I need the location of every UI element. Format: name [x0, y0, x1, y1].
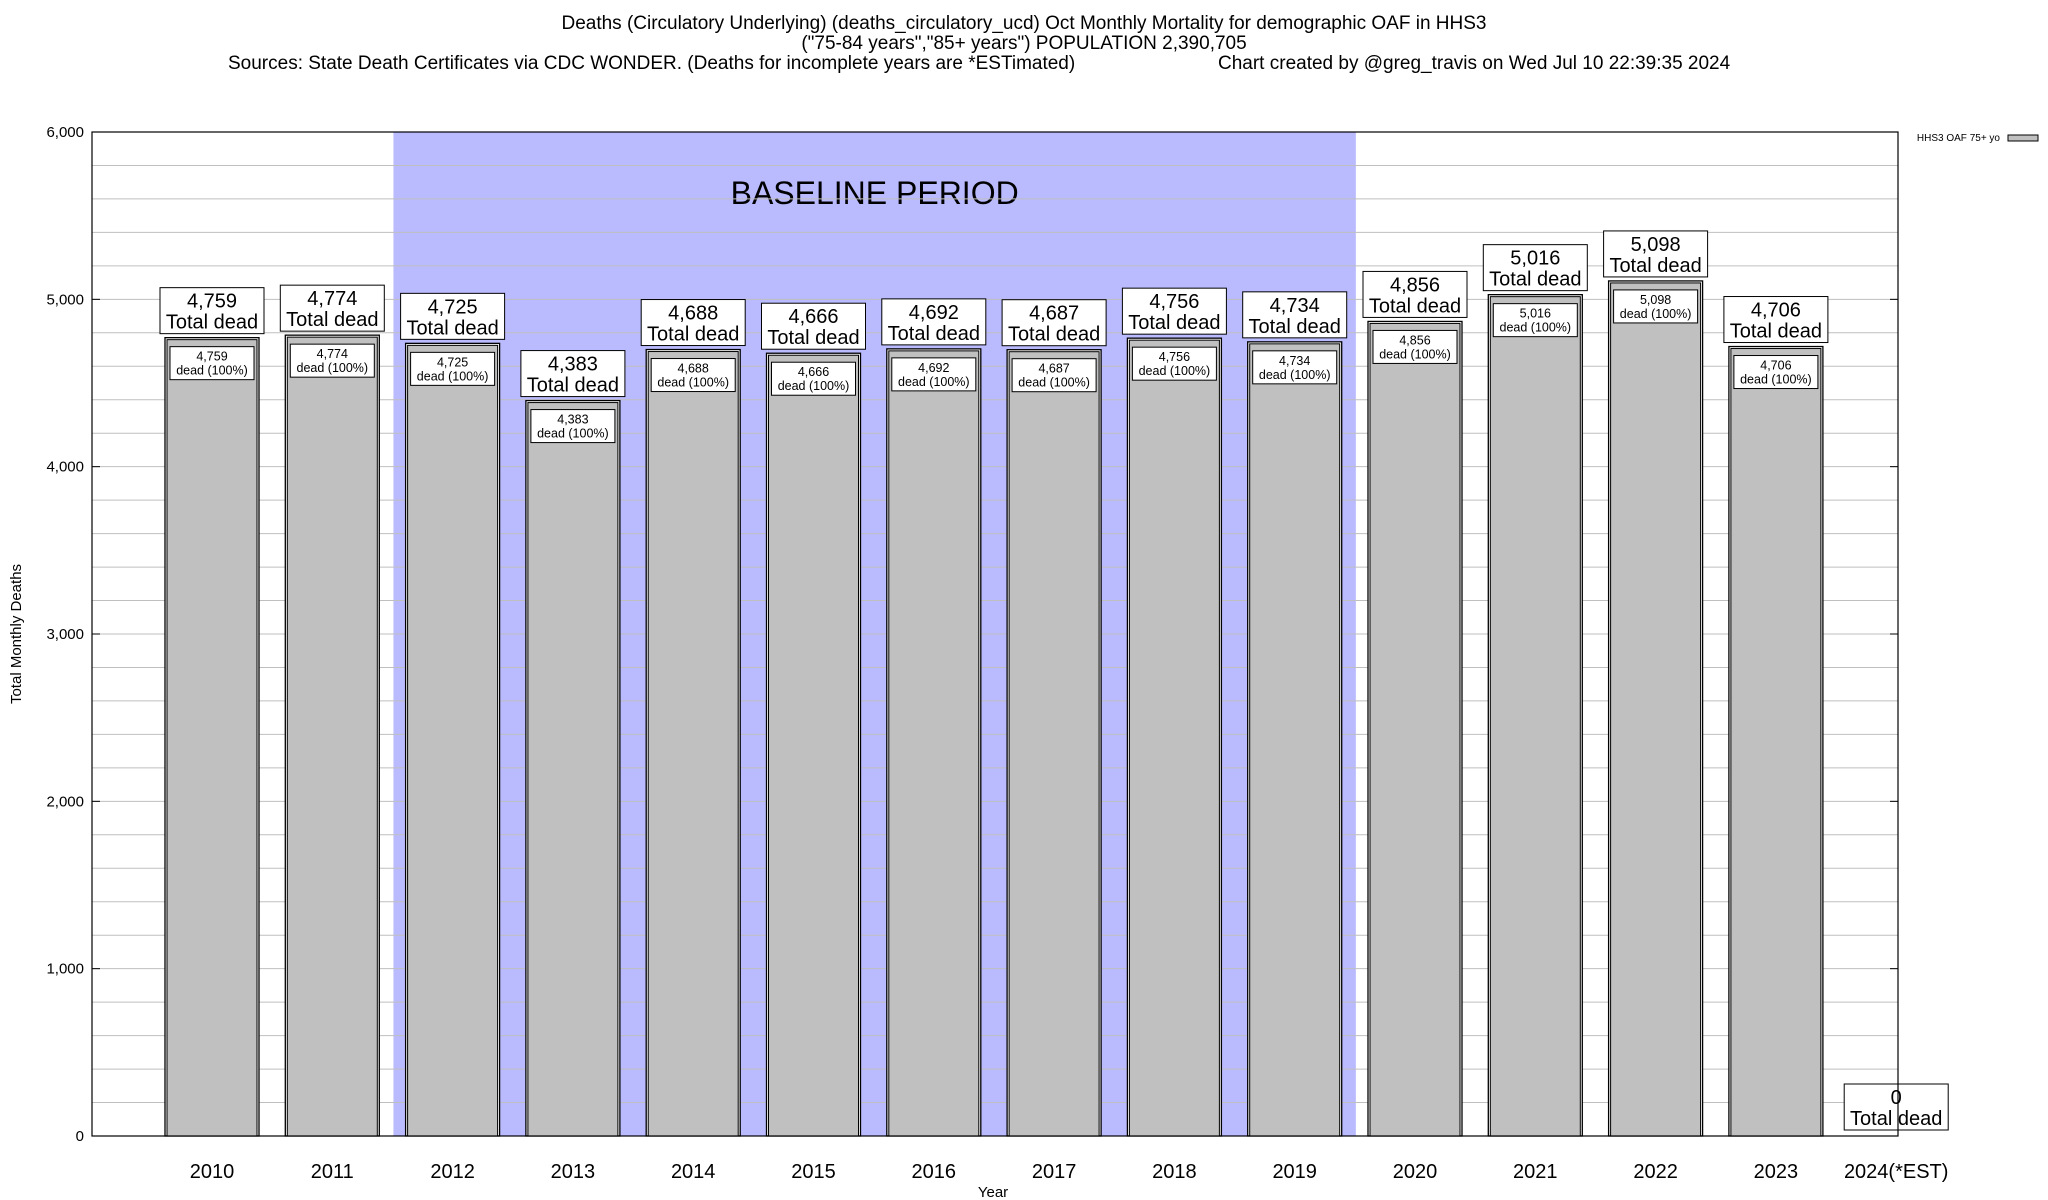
x-tick-label: 2014	[670, 1161, 716, 1183]
bar	[1009, 352, 1099, 1136]
baseline-label: BASELINE PERIOD	[730, 175, 1019, 211]
inner-value-label: 4,666	[797, 365, 830, 380]
bar	[408, 345, 498, 1136]
bar	[528, 403, 618, 1136]
bar-total-label	[1363, 271, 1467, 317]
inner-value-label: 4,706	[1760, 358, 1792, 373]
inner-percent-label: dead (100%)	[1619, 306, 1692, 321]
y-tick-label: 6,000	[46, 124, 84, 141]
bar-total-label	[882, 299, 986, 345]
bar-total-label	[1122, 288, 1226, 334]
inner-percent-label: dead (100%)	[176, 363, 248, 378]
legend	[1917, 133, 2038, 144]
x-tick-label: 2012	[430, 1161, 475, 1183]
bar	[1250, 344, 1340, 1136]
x-tick-label: 2021	[1513, 1161, 1558, 1183]
total-value-label: 4,759	[186, 290, 238, 313]
bar-total-label	[1844, 1084, 1948, 1130]
chart-title-line2: ("75-84 years","85+ years") POPULATION 2,390,705	[801, 33, 1247, 54]
total-text-label: Total dead	[1128, 312, 1221, 335]
total-value-label: 4,687	[1029, 302, 1080, 325]
total-value-label: 4,756	[1149, 291, 1200, 314]
x-tick-label: 2015	[791, 1161, 836, 1183]
bar-inner-label	[892, 358, 976, 391]
x-tick-label: 2013	[550, 1161, 596, 1183]
total-text-label: Total dead	[286, 309, 379, 332]
bar	[1611, 283, 1701, 1136]
bar-inner-label	[1373, 330, 1457, 363]
total-value-label: 4,774	[307, 288, 358, 311]
total-text-label: Total dead	[1729, 320, 1823, 343]
total-text-label: Total dead	[767, 327, 860, 350]
bar-total-label	[160, 288, 264, 334]
bar	[1129, 340, 1219, 1136]
total-value-label: 4,734	[1269, 294, 1320, 317]
total-value-label: 4,856	[1389, 274, 1441, 297]
total-value-label: 5,016	[1510, 247, 1561, 270]
bar-total-label	[521, 351, 625, 397]
inner-percent-label: dead (100%)	[416, 369, 489, 384]
total-value-label: 4,692	[908, 301, 959, 324]
x-tick-label: 2016	[911, 1161, 957, 1183]
total-text-label: Total dead	[165, 311, 259, 334]
inner-value-label: 4,725	[436, 355, 469, 370]
inner-percent-label: dead (100%)	[777, 379, 850, 394]
bar-total-label	[1243, 292, 1347, 338]
bar	[889, 351, 979, 1136]
total-text-label: Total dead	[1489, 268, 1582, 291]
bar	[1490, 297, 1580, 1136]
x-tick-label: 2011	[310, 1161, 354, 1183]
bar-inner-label	[411, 352, 495, 385]
inner-value-label: 4,756	[1158, 350, 1191, 365]
inner-percent-label: dead (100%)	[1138, 364, 1211, 379]
y-tick-label: 3,000	[46, 626, 84, 643]
inner-percent-label: dead (100%)	[898, 374, 970, 389]
bar-total-label	[1483, 245, 1587, 291]
chart-credit: Chart created by @greg_travis on Wed Jul 10 22:39:35 2024	[1218, 53, 1731, 74]
bar	[1370, 323, 1460, 1136]
inner-value-label: 4,688	[677, 361, 709, 376]
total-value-label: 4,666	[788, 306, 839, 329]
inner-percent-label: dead (100%)	[1499, 320, 1572, 335]
total-value-label: 4,688	[668, 302, 719, 325]
x-tick-label: 2010	[189, 1161, 235, 1183]
bar	[287, 337, 377, 1136]
bar-total-label	[1604, 231, 1708, 277]
y-tick-label: 1,000	[46, 960, 84, 978]
inner-percent-label: dead (100%)	[1258, 367, 1331, 382]
inner-percent-label: dead (100%)	[296, 361, 369, 376]
y-tick-label: 4,000	[46, 458, 84, 476]
inner-percent-label: dead (100%)	[657, 375, 729, 390]
total-value-label: 5,098	[1630, 233, 1681, 256]
x-tick-label: 2024(*EST)	[1843, 1161, 1949, 1183]
x-axis-label: Year	[977, 1184, 1009, 1200]
inner-value-label: 4,734	[1279, 353, 1311, 368]
bar-total-label	[762, 303, 866, 349]
bar-total-label	[280, 285, 384, 331]
bar-inner-label	[1132, 347, 1216, 380]
bar-total-label	[1002, 300, 1106, 346]
inner-value-label: 5,098	[1639, 292, 1672, 307]
x-tick-label: 2022	[1633, 1161, 1678, 1183]
total-text-label: Total dead	[1850, 1108, 1943, 1130]
inner-percent-label: dead (100%)	[537, 426, 609, 441]
bar-inner-label	[531, 410, 615, 443]
total-text-label: Total dead	[1368, 295, 1462, 318]
bar	[167, 340, 257, 1136]
bar-total-label	[641, 300, 745, 346]
y-tick-label: 5,000	[46, 291, 84, 309]
inner-percent-label: dead (100%)	[1379, 347, 1451, 362]
y-tick-label: 0	[75, 1128, 84, 1145]
legend-label: HHS3 OAF 75+ yo	[1916, 133, 2000, 144]
x-tick-label: 2019	[1272, 1161, 1317, 1183]
bar-inner-label	[772, 362, 856, 395]
total-value-label: 4,725	[427, 296, 478, 319]
bar	[1731, 349, 1821, 1136]
y-tick-label: 2,000	[46, 793, 84, 811]
chart-sources: Sources: State Death Certificates via CDC WONDER. (Deaths for incomplete years are *ESTimated)	[228, 53, 1076, 74]
bar-total-label	[401, 293, 505, 339]
chart-title: Deaths (Circulatory Underlying) (deaths_circulatory_ucd) Oct Monthly Mortality for demographic OAF in HHS3	[561, 13, 1487, 34]
x-tick-label: 2018	[1152, 1161, 1197, 1183]
inner-value-label: 4,774	[316, 347, 348, 362]
bar-inner-label	[290, 344, 374, 377]
total-text-label: Total dead	[406, 317, 499, 340]
bar	[648, 352, 738, 1136]
bar-total-label	[1724, 297, 1828, 343]
bar-inner-label	[1253, 351, 1337, 384]
inner-value-label: 4,687	[1038, 361, 1070, 376]
inner-value-label: 4,383	[557, 412, 589, 427]
bar	[769, 355, 859, 1136]
inner-value-label: 4,856	[1399, 333, 1431, 348]
total-text-label: Total dead	[526, 374, 620, 397]
inner-percent-label: dead (100%)	[1740, 372, 1812, 387]
total-text-label: Total dead	[887, 322, 980, 345]
legend-swatch	[2008, 135, 2038, 141]
y-axis-label: Total Monthly Deaths	[8, 563, 25, 705]
bar-inner-label	[170, 347, 254, 380]
total-value-label: 4,383	[547, 353, 598, 376]
bar-inner-label	[1614, 290, 1698, 323]
bar-inner-label	[1493, 304, 1577, 337]
inner-value-label: 4,759	[196, 349, 228, 364]
total-text-label: Total dead	[1007, 323, 1101, 346]
total-value-label: 0	[1890, 1087, 1902, 1109]
total-text-label: Total dead	[1248, 315, 1341, 338]
total-text-label: Total dead	[1609, 254, 1702, 277]
bar-inner-label	[1734, 356, 1818, 389]
inner-value-label: 5,016	[1519, 306, 1551, 321]
inner-percent-label: dead (100%)	[1018, 375, 1090, 390]
inner-value-label: 4,692	[918, 360, 950, 375]
bar-inner-label	[651, 359, 735, 392]
x-tick-label: 2023	[1753, 1161, 1799, 1183]
bar-inner-label	[1012, 359, 1096, 392]
total-text-label: Total dead	[647, 323, 740, 346]
total-value-label: 4,706	[1750, 299, 1801, 322]
x-tick-label: 2017	[1031, 1161, 1077, 1183]
x-tick-label: 2020	[1392, 1161, 1438, 1183]
